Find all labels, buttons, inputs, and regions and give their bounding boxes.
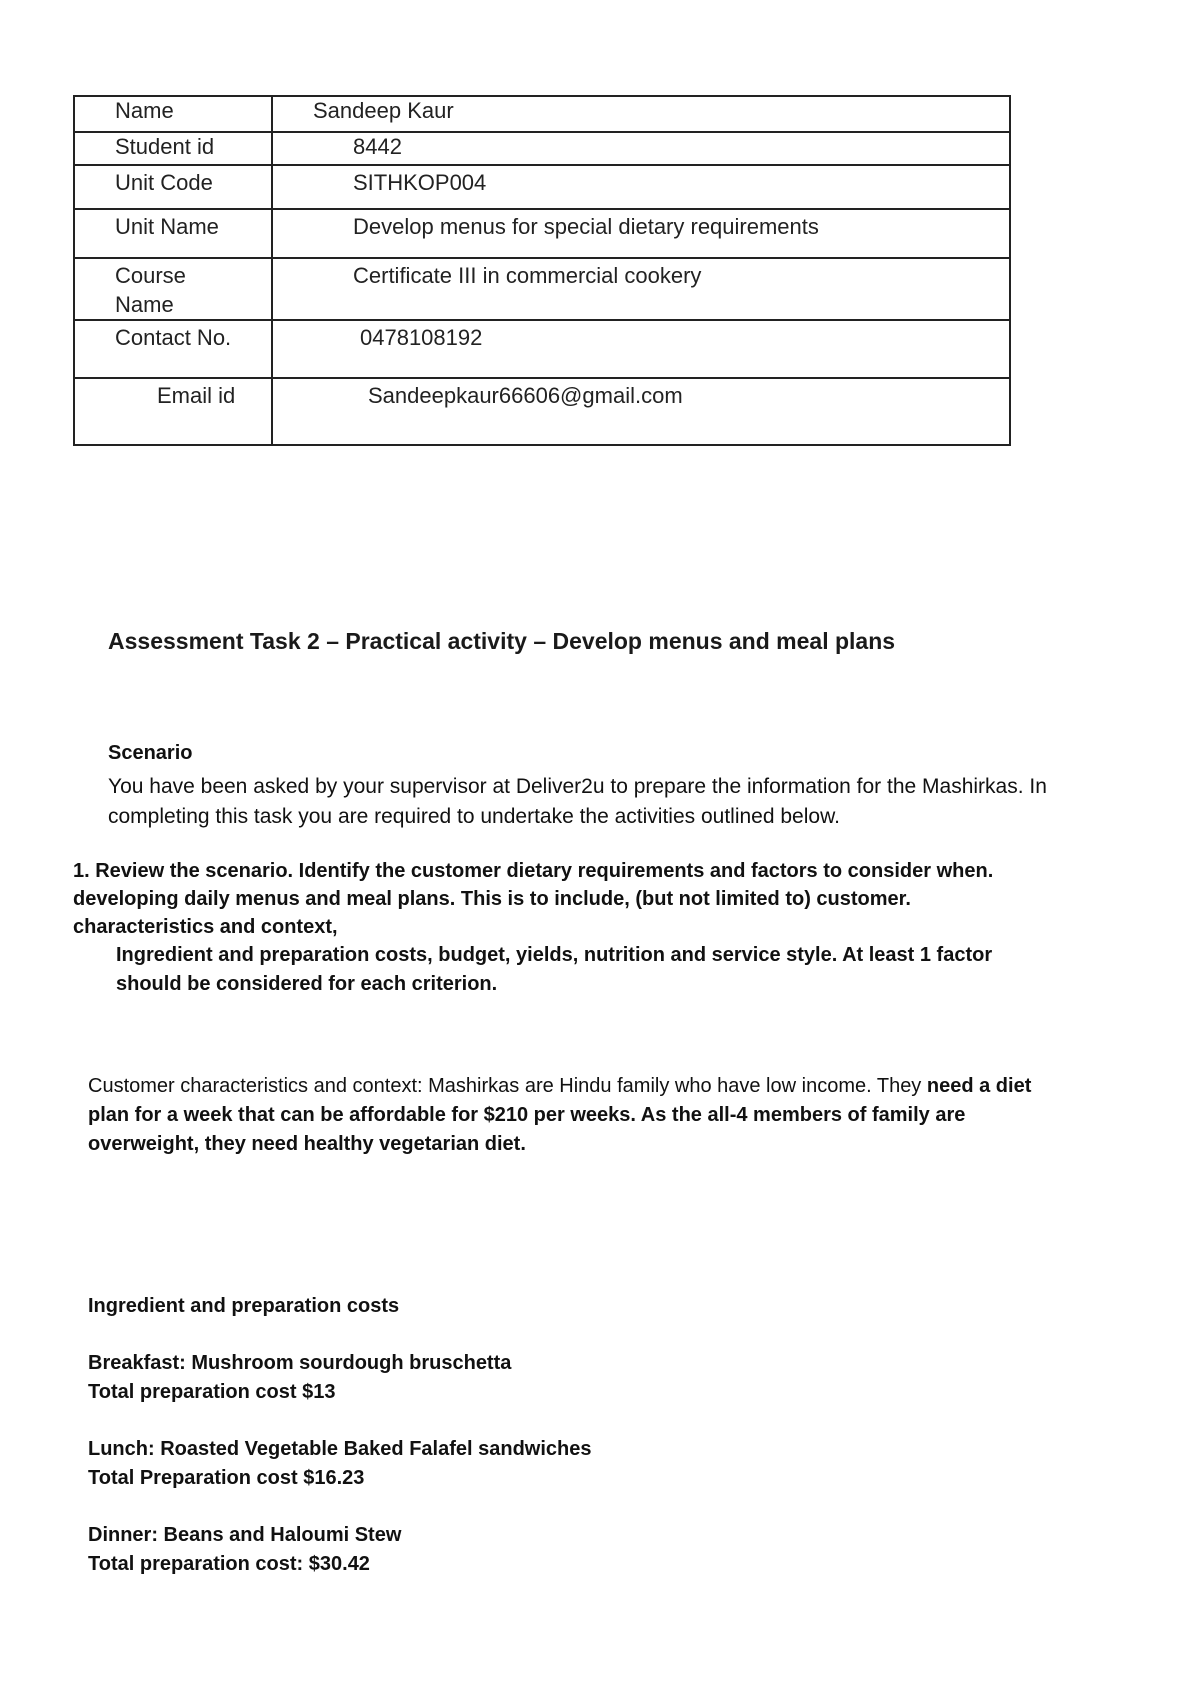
customer-details: need a diet plan for a week that can be affordable for $210 per weeks. As the all-4 members of family are overweight, they need healthy vegetarian diet. — [88, 1075, 1032, 1155]
assessment-title: Assessment Task 2 – Practical activity – Develop menus and meal plans — [108, 628, 896, 654]
table-row — [74, 96, 1010, 132]
scenario-heading: Scenario — [108, 742, 193, 764]
student-info-table — [73, 95, 1011, 446]
costs-heading: Ingredient and preparation costs — [88, 1295, 400, 1317]
table-row — [74, 378, 1010, 445]
row-value: Certificate III in commercial cookery — [272, 258, 1010, 320]
row-value: SITHKOP004 — [272, 165, 1010, 209]
table-row — [74, 320, 1010, 378]
row-label: Student id — [74, 132, 272, 165]
row-label: Name — [74, 96, 272, 132]
dinner-cost: Total preparation cost: $30.42 — [88, 1553, 370, 1575]
table-row — [74, 209, 1010, 258]
question-1-subtext: Ingredient and preparation costs, budget, yields, nutrition and service style. At least 1 factor should be considered for each criterion. — [116, 944, 993, 995]
scenario-text: You have been asked by your supervisor at Deliver2u to prepare the information for the Mashirkas. In completing this task you are required to undertake the activities outlined below. — [108, 775, 1047, 828]
breakfast-meal: Breakfast: Mushroom sourdough bruschetta — [88, 1352, 512, 1374]
lunch-cost: Total Preparation cost $16.23 — [88, 1467, 365, 1489]
question-1-text: 1. Review the scenario. Identify the customer dietary requirements and factors to consider when. developing daily menus and meal plans. This is to include, (but not limited to) customer. characteristics and context, — [73, 860, 994, 938]
table-row — [74, 258, 1010, 320]
row-label: Unit Code — [74, 165, 272, 209]
table-row — [74, 165, 1010, 209]
row-value: Sandeepkaur66606@gmail.com — [272, 378, 1010, 445]
row-value: 0478108192 — [272, 320, 1010, 378]
breakfast-cost: Total preparation cost $13 — [88, 1381, 336, 1403]
customer-intro: Customer characteristics and context: Mashirkas are Hindu family who have low income. They — [88, 1075, 922, 1097]
dinner-meal: Dinner: Beans and Haloumi Stew — [88, 1524, 402, 1546]
row-label: Email id — [74, 378, 272, 445]
row-label: Course Name — [74, 258, 272, 320]
row-value: 8442 — [272, 132, 1010, 165]
table-row — [74, 132, 1010, 165]
costs-section — [88, 1292, 592, 1579]
row-value: Develop menus for special dietary requirements — [272, 209, 1010, 258]
lunch-meal: Lunch: Roasted Vegetable Baked Falafel sandwiches — [88, 1438, 592, 1460]
customer-characteristics — [88, 1072, 1078, 1159]
row-value: Sandeep Kaur — [272, 96, 1010, 132]
row-label: Unit Name — [74, 209, 272, 258]
row-label: Contact No. — [74, 320, 272, 378]
